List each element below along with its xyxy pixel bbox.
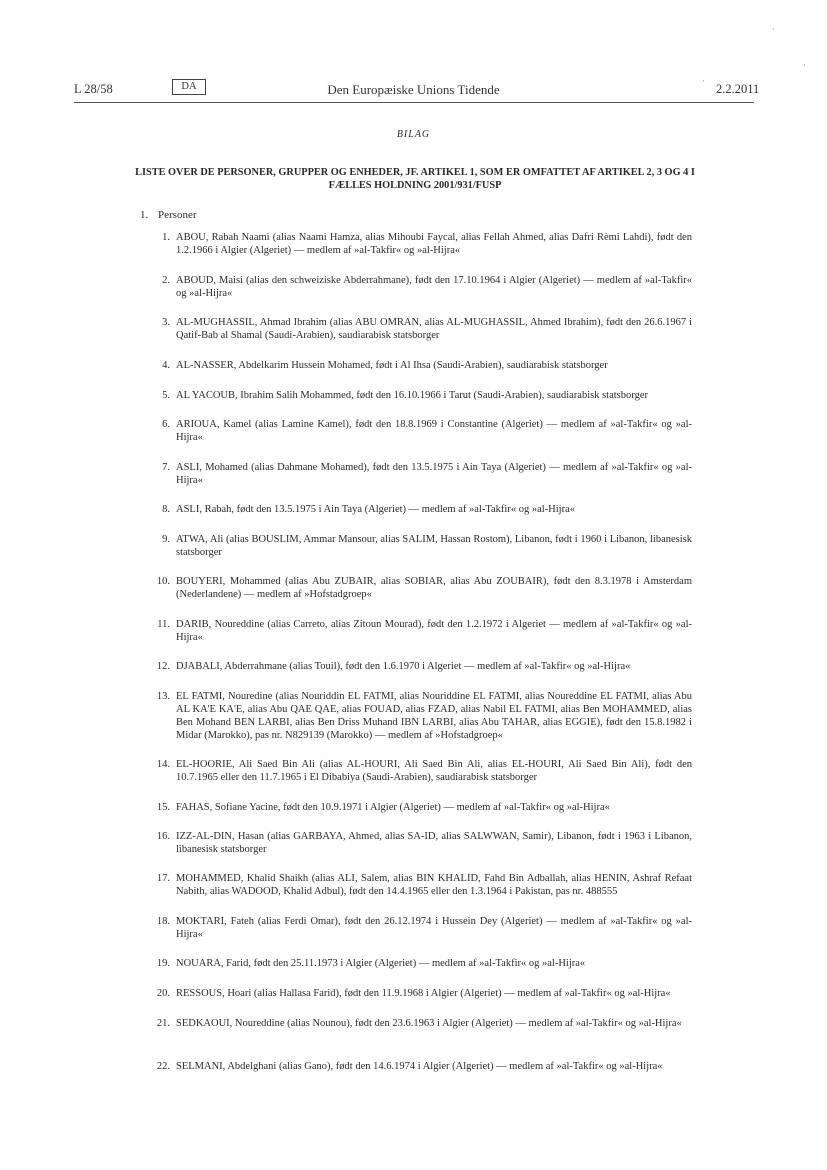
entry-number: 17.	[156, 873, 170, 884]
entry-text: ASLI, Rabah, født den 13.5.1975 i Ain Taya (Algeriet) — medlem af »al-Takfir« og »al-Hijra«	[176, 504, 575, 515]
page-reference: L 28/58	[74, 82, 113, 96]
annex-label: BILAG	[396, 129, 431, 140]
entry-text: ASLI, Mohamed (alias Dahmane Mohamed), født den 13.5.1975 i Ain Taya (Algeriet) — medlem af »al-Takfir« og »al-Hijra«	[176, 462, 692, 486]
list-item	[140, 618, 692, 644]
entry-text: DARIB, Noureddine (alias Carreto, alias Zitoun Mourad), født den 1.2.1972 i Algeriet — medlem af »al-Takfir« og »al-Hijra«	[176, 619, 692, 643]
entry-number: 8.	[162, 504, 170, 515]
document-heading: LISTE OVER DE PERSONER, GRUPPER OG ENHEDER, JF. ARTIKEL 1, SOM ER OMFATTET AF ARTIKEL 2, 3 OG 4 I FÆLLES HOLDNING 2001/931/FUSP	[135, 167, 695, 191]
entry-text: EL FATMI, Nouredine (alias Nouriddin EL FATMI, alias Nouriddine EL FATMI, alias Noureddine EL FATMI, alias Abu AL KA'E KA'E, alias Abu QAE QAE, alias FOUAD, alias FZAD, alias Nabil EL FATMI, alias Ben MOHAMMED, alias Ben Mohand BEN LARBI, alias Ben Driss Muhand IBN LARBI, alias Abu TAHAR, alias EGGIE), født den 15.8.1982 i Midar (Marokko), pas nr. N829139 (Marokko) — medlem af »Hofstadgroep«	[176, 691, 692, 741]
list-item	[140, 872, 692, 898]
publication-date: 2.2.2011	[716, 82, 760, 96]
header-divider	[74, 102, 754, 103]
entry-number: 20.	[156, 988, 170, 999]
entry-number: 12.	[156, 661, 170, 672]
section-heading	[140, 209, 197, 221]
list-item	[140, 660, 692, 673]
entry-number: 7.	[162, 462, 170, 473]
section-title: Personer	[158, 209, 197, 221]
entry-text: IZZ-AL-DIN, Hasan (alias GARBAYA, Ahmed, alias SA-ID, alias SALWWAN, Samir), Libanon, født i 1963 i Libanon, libanesisk statsborger	[176, 831, 692, 855]
entry-number: 16.	[156, 831, 170, 842]
entry-number: 11.	[157, 619, 170, 630]
list-item	[140, 690, 692, 742]
entry-text: BOUYERI, Mohammed (alias Abu ZUBAIR, alias SOBIAR, alias Abu ZOUBAIR), født den 8.3.1978 i Amsterdam (Nederlandene) — medlem af »Hofstadgroep«	[176, 576, 692, 600]
list-item	[140, 915, 692, 941]
list-item	[140, 274, 692, 300]
list-item	[140, 1017, 692, 1030]
entry-number: 18.	[156, 916, 170, 927]
entry-number: 15.	[156, 802, 170, 813]
language-badge: DA	[172, 79, 206, 95]
entry-text: DJABALI, Abderrahmane (alias Touil), født den 1.6.1970 i Algeriet — medlem af »al-Takfir« og »al-Hijra«	[176, 661, 631, 672]
list-item	[140, 1060, 692, 1073]
entry-text: SELMANI, Abdelghani (alias Gano), født den 14.6.1974 i Algier (Algeriet) — medlem af »al-Takfir« og »al-Hijra«	[176, 1061, 663, 1072]
entry-number: 3.	[162, 317, 170, 328]
entry-number: 14.	[156, 759, 170, 770]
list-item	[140, 389, 692, 402]
entry-text: AL YACOUB, Ibrahim Salih Mohammed, født den 16.10.1966 i Tarut (Saudi-Arabien), saudiarabisk statsborger	[176, 390, 648, 401]
entry-number: 5.	[162, 390, 170, 401]
entry-number: 4.	[162, 360, 170, 371]
list-item	[140, 418, 692, 444]
list-item	[140, 533, 692, 559]
entry-text: ATWA, Ali (alias BOUSLIM, Ammar Mansour, alias SALIM, Hassan Rostom), Libanon, født i 1960 i Libanon, libanesisk statsborger	[176, 534, 692, 558]
entry-number: 2.	[162, 275, 170, 286]
list-item	[140, 987, 692, 1000]
entry-number: 21.	[156, 1018, 170, 1029]
entry-number: 9.	[162, 534, 170, 545]
journal-title: Den Europæiske Unions Tidende	[327, 82, 500, 97]
entry-number: 13.	[156, 691, 170, 702]
entry-text: SEDKAOUI, Noureddine (alias Nounou), født den 23.6.1963 i Algier (Algeriet) — medlem af »al-Takfir« og »al-Hijra«	[176, 1018, 682, 1029]
entry-text: RESSOUS, Hoari (alias Hallasa Farid), født den 11.9.1968 i Algier (Algeriet) — medlem af »al-Takfir« og »al-Hijra«	[176, 988, 671, 999]
list-item	[140, 503, 692, 516]
list-item	[140, 957, 692, 970]
entry-text: FAHAS, Sofiane Yacine, født den 10.9.1971 i Algier (Algeriet) — medlem af »al-Takfir« og »al-Hijra«	[176, 802, 610, 813]
list-item	[140, 231, 692, 257]
section-number: 1.	[140, 209, 149, 221]
entry-number: 10.	[156, 576, 170, 587]
entry-number: 22.	[156, 1061, 170, 1072]
entry-text: MOHAMMED, Khalid Shaikh (alias ALI, Salem, alias BIN KHALID, Fahd Bin Adballah, alias HENIN, Ashraf Refaat Nabith, alias WADOOD, Khalid Adbul), født den 14.4.1965 eller den 1.3.1964 i Pakistan, pas nr. 488555	[176, 873, 692, 897]
entry-text: NOUARA, Farid, født den 25.11.1973 i Algier (Algeriet) — medlem af »al-Takfir« og »al-Hijra«	[176, 958, 586, 969]
scan-speck: ·	[803, 60, 806, 70]
list-item	[140, 461, 692, 487]
entry-text: ABOUD, Maisi (alias den schweiziske Abderrahmane), født den 17.10.1964 i Algier (Algeriet) — medlem af »al-Takfir« og »al-Hijra«	[176, 275, 692, 299]
list-item	[140, 575, 692, 601]
list-item	[140, 830, 692, 856]
entry-text: EL-HOORIE, Ali Saed Bin Ali (alias AL-HOURI, Ali Saed Bin Ali, alias EL-HOURI, Ali Saed Bin Ali), født den 10.7.1965 eller den 11.7.1965 i El Dibabiya (Saudi-Arabien), saudiarabisk statsborger	[176, 759, 692, 783]
list-item	[140, 316, 692, 342]
entry-text: AL-NASSER, Abdelkarim Hussein Mohamed, født i Al Ihsa (Saudi-Arabien), saudiarabisk statsborger	[176, 360, 608, 371]
entry-number: 19.	[156, 958, 170, 969]
list-item	[140, 359, 692, 372]
scan-speck: ·	[772, 24, 775, 34]
entry-text: ARIOUA, Kamel (alias Lamine Kamel), født den 18.8.1969 i Constantine (Algeriet) — medlem af »al-Takfir« og »al-Hijra«	[176, 419, 692, 443]
entry-text: MOKTARI, Fateh (alias Ferdi Omar), født den 26.12.1974 i Hussein Dey (Algeriet) — medlem af »al-Takfir« og »al-Hijra«	[176, 916, 692, 940]
entry-text: ABOU, Rabah Naami (alias Naami Hamza, alias Mihoubi Faycal, alias Fellah Ahmed, alias Dafri Rèmi Lahdi), født den 1.2.1966 i Algier (Algeriet) — medlem af »al-Takfir« og »al-Hijra«	[176, 232, 692, 256]
list-item	[140, 801, 692, 814]
list-item	[140, 758, 692, 784]
entry-number: 1.	[162, 232, 170, 243]
scan-speck: ·	[702, 76, 705, 86]
entry-number: 6.	[162, 419, 170, 430]
entry-text: AL-MUGHASSIL, Ahmad Ibrahim (alias ABU OMRAN, alias AL-MUGHASSIL, Ahmed Ibrahim), født den 26.6.1967 i Qatif-Bab al Shamal (Saudi-Arabien), saudiarabisk statsborger	[176, 317, 692, 341]
